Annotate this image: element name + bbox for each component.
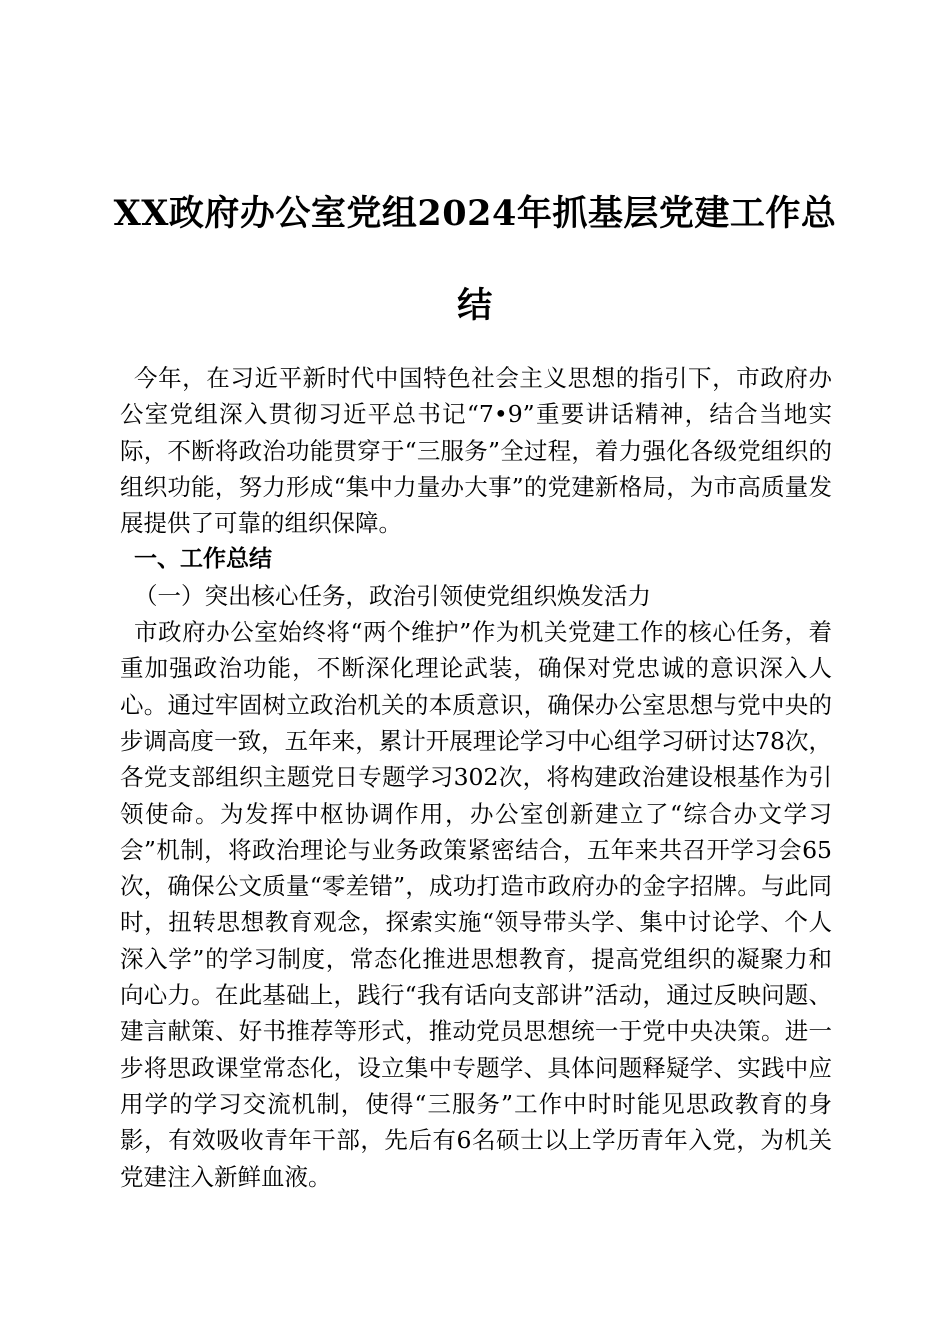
document-title: XX政府办公室党组2024年抓基层党建工作总结 [113, 193, 837, 326]
document-body [120, 360, 832, 1195]
subsection-heading: （一）突出核心任务，政治引领使党组织焕发活力 [134, 581, 651, 610]
intro-paragraph: 今年，在习近平新时代中国特色社会主义思想的指引下，市政府办公室党组深入贯彻习近平总书记“7•9”重要讲话精神，结合当地实际，不断将政治功能贯穿于“三服务”全过程，着力强化各级党组织的组织功能，努力形成“集中力量办大事”的党建新格局，为市高质量发展提供了可靠的组织保障。 [120, 364, 832, 538]
section-heading: 一、工作总结 [134, 546, 272, 573]
subsection-paragraph: 市政府办公室始终将“两个维护”作为机关党建工作的核心任务，着重加强政治功能，不断深化理论武装，确保对党忠诚的意识深入人心。通过牢固树立政治机关的本质意识，确保办公室思想与党中央的步调高度一致，五年来，累计开展理论学习中心组学习研讨达78次，各党支部组织主题党日专题学习302次，将构建政治建设根基作为引领使命。为发挥中枢协调作用，办公室创新建立了“综合办文学习会”机制，将政治理论与业务政策紧密结合，五年来共召开学习会65次，确保公文质量“零差错”，成功打造市政府办的金字招牌。与此同时，扭转思想教育观念，探索实施“领导带头学、集中讨论学、个人深入学”的学习制度，常态化推进思想教育，提高党组织的凝聚力和向心力。在此基础上，践行“我有话向支部讲”活动，通过反映问题、建言献策、好书推荐等形式，推动党员思想统一于党中央决策。进一步将思政课堂常态化，设立集中专题学、具体问题释疑学、实践中应用学的学习交流机制，使得“三服务”工作中时时能见思政教育的身影，有效吸收青年干部，先后有6名硕士以上学历青年入党，为机关党建注入新鲜血液。 [120, 618, 832, 1191]
